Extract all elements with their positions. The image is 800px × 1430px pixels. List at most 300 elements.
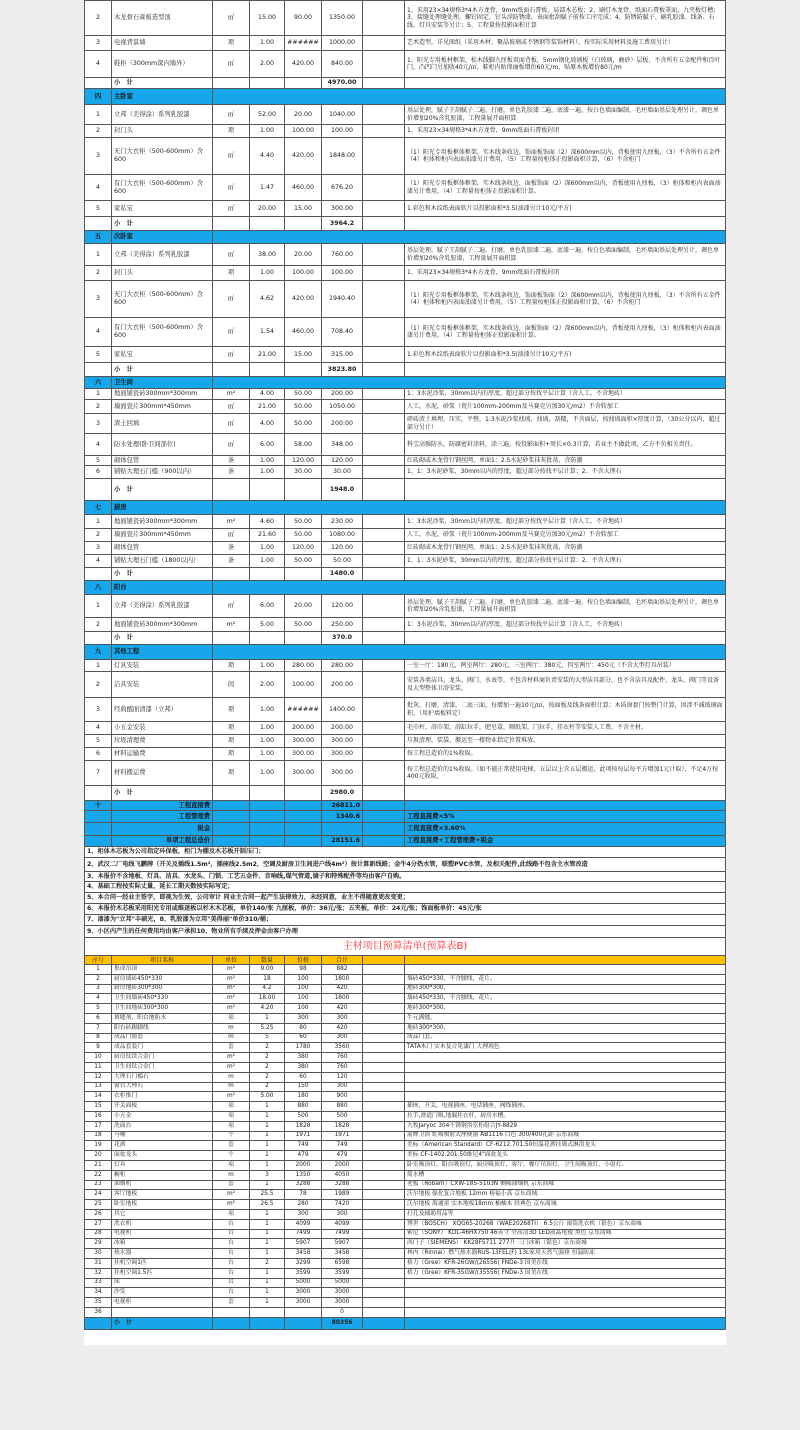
item-no: 1 [85,244,112,266]
item-price: 20.00 [285,595,322,618]
item-qty: 5.00 [250,1092,285,1102]
item-total: 3560 [322,1043,363,1053]
item-name: 地面铺瓷砖300mm*300mm [112,389,213,400]
table-row [85,347,726,363]
item-total: 1050.00 [322,400,363,414]
materials-row [85,1180,726,1190]
item-unit: 项 [213,1111,250,1121]
item-total: 1000.00 [322,36,363,51]
item-total: 7499 [322,1229,363,1239]
item-no: 34 [85,1288,112,1298]
section-fill [213,89,726,105]
table-row [85,138,726,175]
blank-cell [250,217,285,231]
blank-cell [363,801,405,811]
item-description: 人工，水泥，砂浆（瓷片100mm-200mm及马赛克另加30元/m2）不含转加工 [405,529,726,542]
item-no: 9 [85,1043,112,1053]
item-qty: 4.20 [250,1004,285,1014]
item-total: 1971 [322,1131,363,1141]
item-no: 2 [85,125,112,138]
item-qty: 2 [250,1062,285,1072]
item-total: 1350.00 [322,1,363,36]
item-unit: 项 [213,36,250,51]
table-row [85,1,726,36]
item-name: 热水器 [112,1249,213,1259]
item-description [405,1053,726,1063]
item-no: 31 [85,1258,112,1268]
item-qty: 1 [250,1180,285,1190]
blank-cell [363,1278,405,1288]
item-total: 5907 [322,1239,363,1249]
note-text: 9、小区内产生的任何费用均由客户承担10、物业所有手续及押金由客户办理 [85,926,726,938]
blank-cell [250,568,285,581]
item-qty: 21.60 [250,529,285,542]
item-unit: 项 [213,125,250,138]
item-unit: m [213,1033,250,1043]
item-qty: 1.00 [250,555,285,568]
item-price: 300 [285,1209,322,1219]
blank-cell [405,568,726,581]
item-total: 200.00 [322,672,363,698]
blank-cell [85,568,112,581]
total-label: 单项工程总造价 [112,836,213,847]
item-no: 5 [85,735,112,748]
section-fill [213,645,726,660]
blank-cell [405,956,726,965]
item-total: 1848.00 [322,138,363,175]
table-row [85,318,726,347]
blank-cell [363,1151,405,1161]
section-fill [213,501,726,515]
blank-cell [405,78,726,89]
item-name: 渣土回填 [112,414,213,434]
materials-row [85,984,726,994]
subtotal-value: 1948.0 [322,479,363,501]
item-no: 5 [85,1004,112,1014]
item-qty: 1 [250,1209,285,1219]
item-total: 315.00 [322,347,363,363]
item-qty: 18.00 [250,994,285,1004]
item-total: 3000 [322,1288,363,1298]
item-no: 4 [85,994,112,1004]
table-row [85,434,726,456]
item-qty: 1.00 [250,542,285,555]
blank-cell [363,244,405,266]
item-total: 300 [322,1082,363,1092]
item-no: 7 [85,761,112,786]
item-no: 10 [85,1053,112,1063]
item-name: 立邦（美得涂）系列乳胶漆 [112,105,213,125]
item-no: 6 [85,1013,112,1023]
blank-cell [363,1258,405,1268]
item-price: 7499 [285,1229,322,1239]
item-no: 27 [85,1219,112,1229]
subtotal-row [85,217,726,231]
column-header: 项目名称 [112,956,213,965]
item-qty: 1 [250,1219,285,1229]
blank-cell [363,618,405,632]
item-unit: m² [213,1053,250,1063]
materials-row [85,1141,726,1151]
blank-cell [363,836,405,847]
materials-row [85,1043,726,1053]
item-unit: m² [213,1190,250,1200]
item-description: 科宝高强防水，防腐密封涂料，涂三遍，按投影面积+周长×0.3计算，若业主不做此项，乙方不负相关责任。 [405,434,726,456]
section-header [85,377,726,389]
item-total: 348.00 [322,434,363,456]
total-label: 工程直接费 [112,801,213,811]
item-name: 材料运输费 [112,748,213,761]
item-name: 开关面板 [112,1102,213,1112]
blank-cell [363,1131,405,1141]
item-total: 300.00 [322,748,363,761]
subtotal-row [85,786,726,801]
item-description: 拉手,滑道门吸,地漏挂衣杆，厨房水槽。 [405,1111,726,1121]
item-no: 4 [85,175,112,201]
item-price: 100 [285,974,322,984]
item-name: 橱柜 [112,1170,213,1180]
column-header: 单位 [213,956,250,965]
blank-cell [363,1298,405,1308]
item-price: 15.00 [285,347,322,363]
blank-cell [363,632,405,645]
item-price: 300.00 [285,748,322,761]
item-name: 卧室地板 [112,1200,213,1210]
item-description: 老板（Robam）CXW-185-5103N 侧吸油烟机 京东商城 [405,1180,726,1190]
item-description: 插座，开关，电视插座，电话插座，网线插座。 [405,1102,726,1112]
item-price: 78 [285,1190,322,1200]
section-number: 四 [85,89,112,105]
blank-cell [363,201,405,217]
total-row [85,811,726,823]
item-qty: 5.00 [250,618,285,632]
item-total: 120.00 [322,542,363,555]
item-total: 100.00 [322,125,363,138]
blank-cell [363,1160,405,1170]
item-price: 3599 [285,1268,322,1278]
item-qty: 1.00 [250,748,285,761]
item-price: 2000 [285,1160,322,1170]
item-price: 58.00 [285,434,322,456]
item-unit: m² [213,1062,250,1072]
item-description: 地砖300*300， [405,984,726,994]
item-description: （1）阳光专用板框体框架，实木线条收边，饰面板饰面（2）深600mm以内，背板使用九厘板，（3）不含所有五金件（4）柜体和柜内表面油漆另计费用，（5）工程量按柜体正投影面积计算，（6）不含柜门 [405,138,726,175]
note-row [85,858,726,872]
subtotal-label: 小 计 [112,632,213,645]
item-no: 19 [85,1141,112,1151]
materials-row [85,1307,726,1317]
item-name: 电视柜 [112,1298,213,1308]
materials-row [85,1092,726,1102]
blank-cell [213,786,250,801]
subtotal-value: 370.0 [322,632,363,645]
blank-cell [285,1317,322,1329]
blank-cell [213,1317,250,1329]
item-name: 挂机空调1.5匹 [112,1268,213,1278]
item-no: 8 [85,1033,112,1043]
blank-cell [213,811,250,823]
item-qty: 5.25 [250,1023,285,1033]
item-unit: ㎡ [213,201,250,217]
blank-cell [363,1249,405,1259]
item-name: 立邦（美得涂）系列乳胶漆 [112,595,213,618]
item-description: 红砖砌或木龙骨钉钢丝网，单面1：2.5水泥砂浆抹灰批荡，含防潮 [405,542,726,555]
item-price: 1971 [285,1131,322,1141]
item-name: 墙面瓷片300mm*450mm [112,529,213,542]
item-description: 墙砖450*330，不含腰线，花片。 [405,994,726,1004]
item-description: 1、阳光专用板材框架，松木线脚九厘板双面背板，5mm钢化玻璃板（白玻璃，磨砂）层板，不含所有五金配件和百叶门，凸凹门另加收40元/㎡，鞋柜内贴保丽板增价60元/m，贴原木板增价80元/m [405,51,726,78]
subtotal-value: 3964.2 [322,217,363,231]
materials-header-row [85,956,726,965]
blank-cell [363,175,405,201]
item-unit: 项 [213,1160,250,1170]
item-description: 1、采用23×34规格3*4木方龙骨，9mm纸面石膏板，局部木芯板；2、刷灯木龙骨，纸面石膏板罩面，九夹板灯槽；3、接缝处理缝处理，螺钉固定，钉头涂防锈漆，表面批刮腻子前按工序完成；4、防锈防腻子、刷乳胶漆、线条、石线、灯具安装等另计；5、工程量按投影面积计算 [405,1,726,36]
blank-cell [363,965,405,975]
section-title: 卫生间 [112,377,213,389]
item-price: 280 [285,1200,322,1210]
item-unit: 台 [213,1288,250,1298]
item-qty: 4.2 [250,984,285,994]
item-unit: ㎡ [213,400,250,414]
blank-cell [363,529,405,542]
item-name: 面盆龙头 [112,1151,213,1161]
table-row [85,266,726,281]
total-value [322,823,363,836]
item-qty: 1.00 [250,466,285,479]
materials-row [85,1258,726,1268]
item-unit: 条 [213,456,250,466]
item-no: 4 [85,51,112,78]
blank-cell [363,479,405,501]
item-no: 32 [85,1268,112,1278]
item-description: 卧室吸顶灯，阳台吸顶灯，厨房吸顶灯，客厅，餐厅吊顶灯，卫生间吸顶灯，小射灯。 [405,1160,726,1170]
materials-row [85,1268,726,1278]
item-description: 格力（Gree）KFR-26GW/(26556) FNDe-3 国美在线 [405,1258,726,1268]
table-row [85,748,726,761]
item-price: 98 [285,965,322,975]
blank-cell [363,1004,405,1014]
item-name: 沙发 [112,1288,213,1298]
item-unit: m [213,1023,250,1033]
table-row [85,456,726,466]
item-unit: ㎡ [213,529,250,542]
table-row [85,542,726,555]
item-name: 小五金 [112,1111,213,1121]
item-total: 760.00 [322,244,363,266]
item-name: 集成吊顶 [112,965,213,975]
item-unit: ㎡ [213,347,250,363]
item-total: 300.00 [322,761,363,786]
item-price: 120.00 [285,542,322,555]
table-row [85,389,726,400]
item-total: 3288 [322,1180,363,1190]
item-no: 5 [85,347,112,363]
table-row [85,618,726,632]
item-unit: m² [213,974,250,984]
column-header: 价格 [285,956,322,965]
item-unit: 个 [213,1131,250,1141]
item-qty: 52.00 [250,105,285,125]
blank-cell [250,1317,285,1329]
item-qty: 1.00 [250,698,285,722]
blank-cell [250,811,285,823]
item-price: 460.00 [285,175,322,201]
item-total: 3458 [322,1249,363,1259]
item-unit [213,1307,250,1317]
item-description: 地砖300*300， [405,1004,726,1014]
item-unit: 条 [213,555,250,568]
item-no: 1 [85,515,112,529]
item-total: 3599 [322,1268,363,1278]
blank-cell [405,363,726,377]
item-qty: 20.00 [250,201,285,217]
blank-cell [363,1111,405,1121]
blank-cell [85,632,112,645]
blank-cell [363,974,405,984]
blank-cell [250,836,285,847]
item-price: 100 [285,1004,322,1014]
item-no: 2 [85,618,112,632]
blank-cell [363,1072,405,1082]
subtotal-label: 小 计 [112,479,213,501]
blank-cell [363,1239,405,1249]
subtotal-value: 1480.0 [322,568,363,581]
total-value: 26811.0 [322,801,363,811]
blank-cell [363,1180,405,1190]
item-no: 21 [85,1160,112,1170]
table-row [85,672,726,698]
item-name: 填缝剂、阳台地防水 [112,1013,213,1023]
item-unit: ㎡ [213,281,250,318]
item-qty: 38.00 [250,244,285,266]
blank-cell [363,1209,405,1219]
item-no: 25 [85,1200,112,1210]
blank-cell [213,78,250,89]
section-title: 其他工程 [112,645,213,660]
blank-cell [363,994,405,1004]
item-description: 红砖砌或木龙骨钉钢丝网，单面1：2.5水泥砂浆抹灰批荡，含防潮 [405,456,726,466]
blank-cell [363,1219,405,1229]
blank-cell [285,217,322,231]
item-unit: ㎡ [213,175,250,201]
item-unit: 台 [213,1219,250,1229]
blank-cell [363,1023,405,1033]
item-qty: 4.62 [250,281,285,318]
item-total: 0 [322,1307,363,1317]
item-name: 小五金安装 [112,722,213,735]
item-total: 300.00 [322,201,363,217]
section-header [85,645,726,660]
item-name: 挂机空调1匹 [112,1258,213,1268]
item-description: 一室一厅：180元，两室两厅：280元，三室两厅：380元，四室两厅：450元（不含大型灯具吊装） [405,660,726,672]
item-price: 30.00 [285,466,322,479]
materials-row [85,1200,726,1210]
blank-cell [363,660,405,672]
item-total: 30.00 [322,466,363,479]
item-description [405,1298,726,1308]
item-description: 博世（BOSCH） XQG65-20268（WAE20268TI） 6.5公斤 滚筒洗衣机（银色）京东商城 [405,1219,726,1229]
section-header [85,501,726,515]
item-description: 1：3水泥沙浆，30mm以内的厚度，超过部分按找平层计算（含人工，不含地砖） [405,515,726,529]
section-number: 九 [85,645,112,660]
blank-cell [85,786,112,801]
item-no: 35 [85,1298,112,1308]
materials-row [85,1023,726,1033]
item-unit: m² [213,515,250,529]
item-no: 2 [85,1,112,36]
item-name: 卫生间墙砖450*330 [112,994,213,1004]
materials-row [85,1053,726,1063]
table-row [85,105,726,125]
item-name: 灯具安装 [112,660,213,672]
item-total: 7420 [322,1200,363,1210]
materials-row [85,1239,726,1249]
item-description [405,1082,726,1092]
blank-cell [363,735,405,748]
item-no: 18 [85,1131,112,1141]
item-name: 铺贴大理石门槛（1800以内） [112,555,213,568]
total-formula [405,801,726,811]
column-header: 数量 [250,956,285,965]
item-qty: 2 [250,1082,285,1092]
section-number: 五 [85,231,112,244]
item-description: 基层处理，腻子王刮腻子二遍，打磨，单色乳胶漆二遍，底漆一遍，按白色墙面编制，毛坯墙面基层处理另计，调色单价增加20%含乳胶漆，工程量展开面积算 [405,105,726,125]
table-row [85,722,726,735]
section-header [85,89,726,105]
item-description: 箭牌卫浴 虹吸喷射式座便器 AB1116 白色 300/400孔距 京东商城 [405,1131,726,1141]
blank-cell [363,434,405,456]
item-price: 120.00 [285,456,322,466]
item-qty: 5 [250,1033,285,1043]
item-total: 300 [322,1033,363,1043]
table-row [85,414,726,434]
item-description: 1、采用23×34规格3*4木方龙骨，9mm纸面石膏板封闭 [405,125,726,138]
blank-cell [285,836,322,847]
item-description [405,1307,726,1317]
item-qty: 4.00 [250,389,285,400]
item-name: 砌体包管 [112,456,213,466]
blank-cell [363,1288,405,1298]
total-number [85,811,112,823]
item-no: 1 [85,105,112,125]
item-description: 成品门套。 [405,1033,726,1043]
item-qty: 4.40 [250,138,285,175]
item-total: 4050 [322,1170,363,1180]
section-header [85,231,726,244]
item-description: 沃尔地板 强化复合地板 12mm 榜福小高 京东商城 [405,1190,726,1200]
subtotal-label: 小 计 [112,363,213,377]
item-name: 有门大衣柜（500-600mm）含600 [112,318,213,347]
total-number [85,836,112,847]
blank-cell [363,515,405,529]
item-description: 基层处理，腻子王刮腻子二遍，打磨，单色乳胶漆二遍，底漆一遍，按白色墙面编制，毛坯墙面基层处理另计，调色单价增加20%含乳胶漆，工程量展开面积算 [405,595,726,618]
item-description: （1）阳光专用板框体框架，实木线条收边，面板饰面（2）深600mm以内，背板使用九厘板，（3）柜体和柜内表面油漆另计费用，（4）工程量按柜体正投影面积计算。 [405,175,726,201]
item-name: 厨房地砖300*300 [112,984,213,994]
section-fill [213,581,726,595]
item-price: 479 [285,1151,322,1161]
item-price: 749 [285,1141,322,1151]
item-unit: m [213,1082,250,1092]
blank-cell [363,698,405,722]
blank-cell [363,414,405,434]
item-unit: 台 [213,1268,250,1278]
blank-cell [405,479,726,501]
item-total: 300 [322,1209,363,1219]
item-total: 1828 [322,1121,363,1131]
item-qty: 2 [250,1072,285,1082]
item-qty: 1.00 [250,266,285,281]
item-price: 300.00 [285,761,322,786]
